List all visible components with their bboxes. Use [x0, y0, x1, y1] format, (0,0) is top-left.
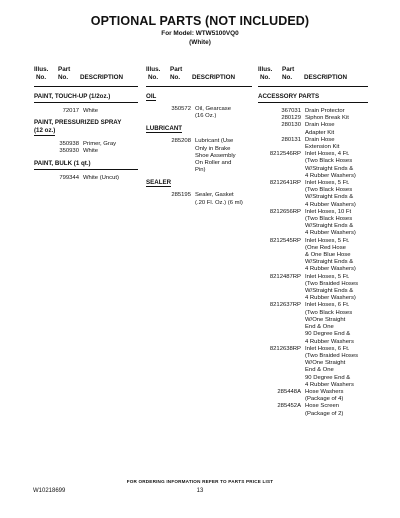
section-heading-text: LUBRICANT [146, 125, 183, 133]
part-description: Oil, Gearcase (16 Oz.) [195, 106, 232, 120]
ordering-note: FOR ORDERING INFORMATION REFER TO PARTS PRICE LIST [126, 479, 274, 484]
header-rule [258, 86, 368, 87]
part-number: 285452A [277, 403, 301, 410]
part-number: 8212545RP [269, 237, 301, 244]
illus-no-header: No. [260, 74, 271, 81]
section-heading-text: SEALER [146, 179, 172, 187]
section-heading-line: (12 oz.) [34, 127, 56, 135]
part-description: Inlet Hoses, 6 Ft. (Two Braided Hoses W/One Straight End & One 90 Degree End & 4 Rubber Washers [305, 345, 359, 388]
illus-no-header: No. [36, 74, 47, 81]
description-header: DESCRIPTION [192, 74, 236, 81]
description-header: DESCRIPTION [80, 74, 124, 81]
list-item [34, 148, 138, 155]
part-description: White (Uncut) [83, 174, 120, 181]
parts-column-3 [258, 66, 368, 418]
part-description: Inlet Hoses, 4 Ft. (Two Black Hoses W/Straight Ends & 4 Rubber Washers) [305, 151, 356, 179]
part-number: 8212487RP [269, 273, 301, 280]
illus-header: Illus. [34, 66, 49, 73]
part-description: Inlet Hoses, 5 Ft. (One Red Hose & One Blue Hose W/Straight Ends & 4 Rubber Washers) [305, 237, 356, 273]
illus-header: Illus. [146, 66, 161, 73]
part-number: 280131 [281, 136, 301, 143]
parts-column-1 [34, 66, 138, 182]
part-description: Hose Washers (Package of 4) [305, 388, 344, 403]
part-description: Drain Protector [305, 108, 345, 114]
section-heading [34, 119, 138, 136]
part-description: Drain Hose Extension Kit [305, 136, 340, 151]
part-no-header: No. [282, 74, 293, 81]
part-description: Inlet Hoses, 10 Ft (Two Black Hoses W/Straight Ends & 4 Rubber Washers) [305, 208, 356, 237]
section-heading-text: OIL [146, 93, 157, 100]
part-number: 280129 [281, 115, 301, 122]
column-header [146, 66, 252, 86]
part-description: Primer, Gray [83, 141, 117, 148]
section-heading: PAINT, TOUCH-UP (1/2oz.) [34, 93, 138, 103]
list-item [146, 192, 252, 206]
part-description: White [83, 108, 99, 114]
section-heading-line: PAINT, PRESSURIZED SPRAY [34, 119, 122, 127]
list-item [146, 138, 252, 174]
document-number: W10218699 [33, 488, 66, 494]
part-number: 8212546RP [269, 151, 301, 158]
description-header: DESCRIPTION [304, 74, 348, 81]
header-rule [34, 86, 138, 87]
model-color: (White) [189, 39, 211, 46]
list-item [258, 115, 368, 122]
page-title: OPTIONAL PARTS (NOT INCLUDED) [90, 14, 310, 28]
part-description: Inlet Hoses, 6 Ft. (Two Black Hoses W/One Straight End & One 90 Degree End & 4 Rubber Washers [305, 302, 354, 345]
part-number: 8212638RP [269, 345, 301, 352]
part-description: Siphon Break Kit [305, 115, 349, 122]
part-no-header: No. [170, 74, 181, 81]
illus-no-header: No. [148, 74, 159, 81]
part-description: Inlet Hoses, 5 Ft. (Two Braided Hoses W/Straight Ends & 4 Rubber Washers) [305, 273, 359, 302]
parts-column-2 [146, 66, 252, 207]
part-number: 350938 [59, 141, 79, 148]
list-item [34, 108, 138, 115]
part-number: 8212637RP [269, 302, 301, 309]
list-item [258, 137, 368, 151]
illus-header: Illus. [258, 66, 273, 73]
part-number: 367031 [281, 108, 301, 114]
section-heading [146, 179, 252, 187]
part-number: 8212641RP [269, 180, 301, 187]
section-heading [146, 125, 252, 133]
list-item [258, 108, 368, 115]
page-number: 13 [196, 488, 204, 494]
part-number: 285448A [277, 388, 301, 395]
part-number: 285208 [171, 138, 191, 145]
list-item [146, 106, 252, 120]
section-heading [146, 93, 252, 101]
header-rule [146, 86, 252, 87]
list-item [258, 302, 368, 345]
part-description: White [83, 148, 99, 155]
part-number: 799344 [59, 174, 79, 181]
part-number: 350930 [59, 148, 79, 155]
list-item [34, 175, 138, 182]
part-no-header: No. [58, 74, 69, 81]
part-number: 280130 [281, 122, 301, 129]
part-header: Part [58, 66, 71, 73]
list-item [258, 151, 368, 180]
section-heading: ACCESSORY PARTS [258, 93, 368, 103]
list-item [258, 389, 368, 403]
part-number: 350572 [171, 106, 191, 112]
section-heading: PAINT, BULK (1 qt.) [34, 160, 138, 170]
part-description: Inlet Hoses, 5 Ft. (Two Black Hoses W/Straight Ends & 4 Rubber Washers) [305, 180, 356, 208]
part-number: 8212656RP [269, 208, 301, 215]
column-header [34, 66, 138, 86]
list-item [258, 238, 368, 274]
list-item [258, 209, 368, 238]
list-item [34, 141, 138, 148]
column-header [258, 66, 368, 86]
model-number: For Model: WTW5100VQ0 [161, 30, 239, 37]
list-item [258, 274, 368, 303]
part-header: Part [170, 66, 183, 73]
part-description: Drain Hose Adapter Kit [305, 122, 335, 136]
list-item [258, 122, 368, 136]
part-number: 72017 [62, 108, 79, 114]
list-item [258, 180, 368, 209]
list-item [258, 346, 368, 389]
part-description: Hose Screen (Package of 2) [305, 403, 344, 417]
part-number: 285195 [171, 192, 191, 199]
list-item [258, 403, 368, 417]
part-header: Part [282, 66, 295, 73]
part-description: Sealer, Gasket (.20 Fl. Oz.) (6 ml) [195, 192, 243, 206]
part-description: Lubricant (Use Only in Brake Shoe Assembly On Roller and Pin) [195, 138, 236, 174]
